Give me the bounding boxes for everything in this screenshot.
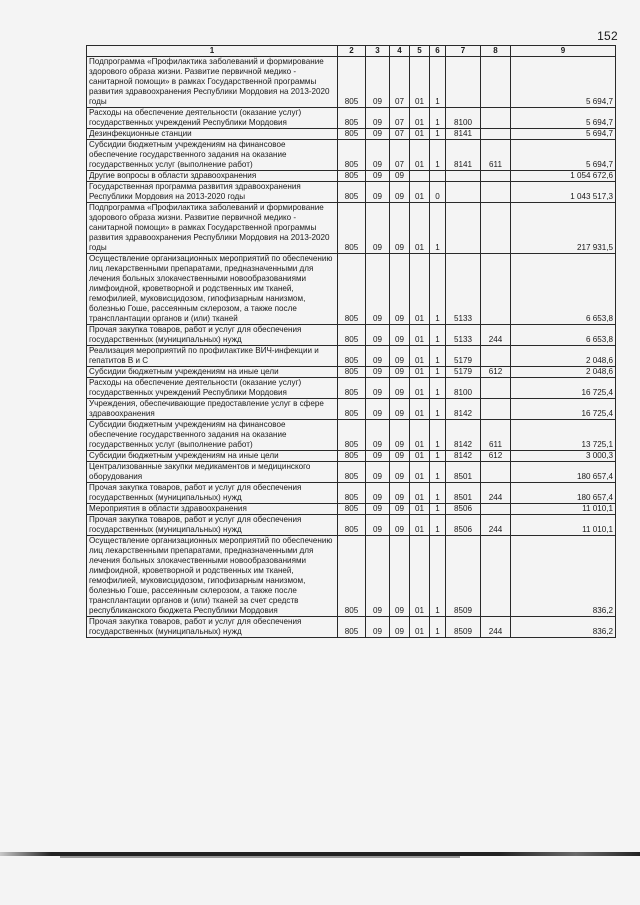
table-row [87, 617, 616, 638]
row-code-subsection: 09 [390, 483, 410, 504]
table-row [87, 203, 616, 254]
row-description: Субсидии бюджетным учреждениям на финансовое обеспечение государственного задания на оказание государственных услуг (выполнение работ) [87, 140, 338, 171]
row-description: Прочая закупка товаров, работ и услуг для обеспечения государственных (муниципальных) нужд [87, 325, 338, 346]
row-code-program: 01 [410, 420, 430, 451]
row-amount: 2 048,6 [511, 367, 616, 378]
table-row [87, 108, 616, 129]
row-description: Централизованные закупки медикаментов и медицинского оборудования [87, 462, 338, 483]
row-code-target: 8100 [446, 378, 481, 399]
row-description: Субсидии бюджетным учреждениям на иные цели [87, 451, 338, 462]
row-code-program: 01 [410, 399, 430, 420]
row-code-section: 09 [366, 504, 390, 515]
row-code-expense-type: 611 [481, 420, 511, 451]
budget-table [86, 45, 616, 638]
column-header: 4 [390, 46, 410, 57]
table-row [87, 515, 616, 536]
row-code-target: 5133 [446, 254, 481, 325]
row-code-section: 09 [366, 108, 390, 129]
row-code-section: 09 [366, 140, 390, 171]
column-header: 5 [410, 46, 430, 57]
row-code-target [446, 57, 481, 108]
row-code-section: 09 [366, 129, 390, 140]
row-code-subsection: 09 [390, 378, 410, 399]
row-code-program: 01 [410, 378, 430, 399]
row-code-expense-type [481, 57, 511, 108]
row-code-program: 01 [410, 325, 430, 346]
row-code-admin: 805 [338, 325, 366, 346]
row-amount: 180 657,4 [511, 462, 616, 483]
row-code-section: 09 [366, 399, 390, 420]
table-row [87, 129, 616, 140]
table-row [87, 536, 616, 617]
row-amount: 1 054 672,6 [511, 171, 616, 182]
row-code-admin: 805 [338, 451, 366, 462]
row-code-expense-type: 244 [481, 325, 511, 346]
row-code-section: 09 [366, 462, 390, 483]
table-row [87, 378, 616, 399]
table-row [87, 171, 616, 182]
row-code-section: 09 [366, 515, 390, 536]
row-code-admin: 805 [338, 203, 366, 254]
row-code-target: 8509 [446, 617, 481, 638]
row-code-expense-type [481, 399, 511, 420]
row-code-expense-type [481, 504, 511, 515]
row-code-expense-type [481, 182, 511, 203]
row-code-expense-type [481, 462, 511, 483]
row-code-program: 01 [410, 254, 430, 325]
row-code-target: 5133 [446, 325, 481, 346]
table-row [87, 57, 616, 108]
row-code-subprogram [430, 171, 446, 182]
row-description: Субсидии бюджетным учреждениям на иные цели [87, 367, 338, 378]
table-row [87, 254, 616, 325]
row-code-expense-type [481, 346, 511, 367]
table-row [87, 483, 616, 504]
row-code-target [446, 203, 481, 254]
row-code-section: 09 [366, 378, 390, 399]
row-code-subprogram: 1 [430, 504, 446, 515]
row-amount: 3 000,3 [511, 451, 616, 462]
row-amount: 217 931,5 [511, 203, 616, 254]
row-code-program: 01 [410, 483, 430, 504]
row-code-subprogram: 1 [430, 57, 446, 108]
column-header: 1 [87, 46, 338, 57]
row-code-expense-type [481, 378, 511, 399]
row-code-program: 01 [410, 108, 430, 129]
row-code-section: 09 [366, 254, 390, 325]
row-code-subprogram: 0 [430, 182, 446, 203]
row-code-subsection: 09 [390, 367, 410, 378]
row-code-target: 8509 [446, 536, 481, 617]
row-code-subsection: 09 [390, 451, 410, 462]
row-code-section: 09 [366, 325, 390, 346]
scan-edge-shadow [60, 856, 460, 858]
row-code-subprogram: 1 [430, 346, 446, 367]
row-amount: 836,2 [511, 536, 616, 617]
table-row [87, 399, 616, 420]
row-code-expense-type: 612 [481, 367, 511, 378]
row-code-target [446, 171, 481, 182]
row-code-program: 01 [410, 536, 430, 617]
row-code-section: 09 [366, 203, 390, 254]
row-amount: 1 043 517,3 [511, 182, 616, 203]
row-code-subprogram: 1 [430, 108, 446, 129]
row-code-admin: 805 [338, 367, 366, 378]
row-code-admin: 805 [338, 254, 366, 325]
row-amount: 5 694,7 [511, 57, 616, 108]
row-code-admin: 805 [338, 536, 366, 617]
row-code-section: 09 [366, 182, 390, 203]
row-code-target: 8506 [446, 515, 481, 536]
row-code-subprogram: 1 [430, 203, 446, 254]
row-code-program [410, 171, 430, 182]
row-description: Осуществление организационных мероприятий по обеспечению лиц лекарственными препаратами, предназначенными для лечения больных злокачественными новообразованиями лимфоидной, кроветворной и родственных им тканей, гемофилией, муковисцидозом, гипофизарным нанизмом, болезнью Гоше, рассеянным склерозом, а также после трансплантации органов и (или) тканей [87, 254, 338, 325]
row-description: Расходы на обеспечение деятельности (оказание услуг) государственных учреждений Республики Мордовия [87, 108, 338, 129]
row-code-expense-type: 612 [481, 451, 511, 462]
row-code-section: 09 [366, 171, 390, 182]
row-code-admin: 805 [338, 483, 366, 504]
table-row [87, 420, 616, 451]
row-amount: 6 653,8 [511, 254, 616, 325]
row-code-target: 5179 [446, 367, 481, 378]
row-amount: 16 725,4 [511, 399, 616, 420]
row-code-subsection: 09 [390, 325, 410, 346]
row-description: Подпрограмма «Профилактика заболеваний и формирование здорового образа жизни. Развитие первичной медико - санитарной помощи» в рамках Государственной программы развития здравоохранения Республики Мордовия на 2013-2020 годы [87, 57, 338, 108]
row-amount: 836,2 [511, 617, 616, 638]
row-code-subprogram: 1 [430, 420, 446, 451]
row-code-subprogram: 1 [430, 325, 446, 346]
row-code-subprogram: 1 [430, 536, 446, 617]
row-code-program: 01 [410, 140, 430, 171]
table-row [87, 462, 616, 483]
row-code-subsection: 09 [390, 420, 410, 451]
row-description: Реализация мероприятий по профилактике ВИЧ-инфекции и гепатитов В и С [87, 346, 338, 367]
row-code-expense-type: 611 [481, 140, 511, 171]
row-code-admin: 805 [338, 129, 366, 140]
row-code-admin: 805 [338, 617, 366, 638]
table-row [87, 504, 616, 515]
row-code-target: 8142 [446, 399, 481, 420]
row-amount: 11 010,1 [511, 504, 616, 515]
row-code-subprogram: 1 [430, 129, 446, 140]
row-code-subsection: 09 [390, 536, 410, 617]
row-amount: 180 657,4 [511, 483, 616, 504]
table-body [87, 57, 616, 638]
row-code-program: 01 [410, 182, 430, 203]
row-description: Осуществление организационных мероприятий по обеспечению лиц лекарственными препаратами, предназначенными для лечения больных злокачественными новообразованиями лимфоидной, кроветворной и родственных им тканей, гемофилией, муковисцидозом, гипофизарным нанизмом, болезнью Гоше, рассеянным склерозом, а также после трансплантации органов и (или) тканей за счет средств республиканского бюджета Республики Мордовия [87, 536, 338, 617]
row-code-subprogram: 1 [430, 451, 446, 462]
row-code-admin: 805 [338, 182, 366, 203]
row-code-admin: 805 [338, 399, 366, 420]
row-code-program: 01 [410, 451, 430, 462]
row-amount: 5 694,7 [511, 108, 616, 129]
row-description: Расходы на обеспечение деятельности (оказание услуг) государственных учреждений Республики Мордовия [87, 378, 338, 399]
row-code-section: 09 [366, 483, 390, 504]
table-row [87, 346, 616, 367]
row-code-subsection: 09 [390, 254, 410, 325]
row-code-subprogram: 1 [430, 462, 446, 483]
row-amount: 13 725,1 [511, 420, 616, 451]
row-code-subprogram: 1 [430, 140, 446, 171]
column-header: 9 [511, 46, 616, 57]
row-code-target: 8141 [446, 129, 481, 140]
row-description: Другие вопросы в области здравоохранения [87, 171, 338, 182]
row-description: Подпрограмма «Профилактика заболеваний и формирование здорового образа жизни. Развитие первичной медико - санитарной помощи» в рамках Государственной программы развития здравоохранения Республики Мордовия на 2013-2020 годы [87, 203, 338, 254]
row-code-expense-type [481, 203, 511, 254]
row-description: Субсидии бюджетным учреждениям на финансовое обеспечение государственного задания на оказание государственных услуг (выполнение работ) [87, 420, 338, 451]
column-header: 2 [338, 46, 366, 57]
row-code-subsection: 09 [390, 399, 410, 420]
row-code-subprogram: 1 [430, 378, 446, 399]
row-code-expense-type: 244 [481, 515, 511, 536]
row-code-subsection: 09 [390, 182, 410, 203]
row-code-subsection: 09 [390, 504, 410, 515]
table-row [87, 325, 616, 346]
row-code-subsection: 09 [390, 171, 410, 182]
row-description: Прочая закупка товаров, работ и услуг для обеспечения государственных (муниципальных) нужд [87, 483, 338, 504]
row-description: Дезинфекционные станции [87, 129, 338, 140]
row-code-expense-type: 244 [481, 617, 511, 638]
row-code-target: 8141 [446, 140, 481, 171]
row-code-subsection: 07 [390, 129, 410, 140]
row-code-subsection: 09 [390, 203, 410, 254]
row-code-section: 09 [366, 617, 390, 638]
row-code-admin: 805 [338, 515, 366, 536]
row-code-section: 09 [366, 420, 390, 451]
table-row [87, 182, 616, 203]
row-amount: 6 653,8 [511, 325, 616, 346]
column-header: 6 [430, 46, 446, 57]
row-code-expense-type [481, 108, 511, 129]
table-row [87, 367, 616, 378]
row-code-subsection: 07 [390, 108, 410, 129]
row-description: Учреждения, обеспечивающие предоставление услуг в сфере здравоохранения [87, 399, 338, 420]
row-code-target: 8506 [446, 504, 481, 515]
column-header: 3 [366, 46, 390, 57]
row-code-subsection: 09 [390, 346, 410, 367]
page-number: 152 [597, 29, 618, 43]
row-code-admin: 805 [338, 57, 366, 108]
row-code-target: 8501 [446, 462, 481, 483]
row-amount: 2 048,6 [511, 346, 616, 367]
row-amount: 11 010,1 [511, 515, 616, 536]
row-code-program: 01 [410, 203, 430, 254]
row-code-target: 5179 [446, 346, 481, 367]
row-code-section: 09 [366, 536, 390, 617]
row-code-target: 8142 [446, 420, 481, 451]
row-code-subprogram: 1 [430, 367, 446, 378]
row-description: Государственная программа развития здравоохранения Республики Мордовия на 2013-2020 годы [87, 182, 338, 203]
row-code-section: 09 [366, 367, 390, 378]
row-code-section: 09 [366, 346, 390, 367]
row-code-subprogram: 1 [430, 515, 446, 536]
row-code-expense-type [481, 171, 511, 182]
row-code-subsection: 09 [390, 462, 410, 483]
row-code-target: 8501 [446, 483, 481, 504]
row-code-program: 01 [410, 462, 430, 483]
row-code-subsection: 09 [390, 617, 410, 638]
row-code-admin: 805 [338, 346, 366, 367]
row-code-expense-type [481, 536, 511, 617]
row-code-program: 01 [410, 129, 430, 140]
column-header: 7 [446, 46, 481, 57]
column-header: 8 [481, 46, 511, 57]
row-code-subprogram: 1 [430, 254, 446, 325]
row-code-program: 01 [410, 346, 430, 367]
row-code-subprogram: 1 [430, 399, 446, 420]
row-code-admin: 805 [338, 462, 366, 483]
row-amount: 16 725,4 [511, 378, 616, 399]
row-description: Прочая закупка товаров, работ и услуг для обеспечения государственных (муниципальных) нужд [87, 515, 338, 536]
row-code-subprogram: 1 [430, 483, 446, 504]
row-description: Мероприятия в области здравоохранения [87, 504, 338, 515]
row-description: Прочая закупка товаров, работ и услуг для обеспечения государственных (муниципальных) нужд [87, 617, 338, 638]
table-row [87, 451, 616, 462]
row-amount: 5 694,7 [511, 129, 616, 140]
row-code-target: 8100 [446, 108, 481, 129]
row-amount: 5 694,7 [511, 140, 616, 171]
row-code-expense-type [481, 254, 511, 325]
row-code-admin: 805 [338, 504, 366, 515]
row-code-subsection: 07 [390, 57, 410, 108]
row-code-section: 09 [366, 451, 390, 462]
row-code-expense-type [481, 129, 511, 140]
row-code-expense-type: 244 [481, 483, 511, 504]
row-code-admin: 805 [338, 140, 366, 171]
row-code-subsection: 07 [390, 140, 410, 171]
row-code-subsection: 09 [390, 515, 410, 536]
header-row [87, 46, 616, 57]
row-code-admin: 805 [338, 171, 366, 182]
row-code-program: 01 [410, 617, 430, 638]
row-code-program: 01 [410, 57, 430, 108]
row-code-section: 09 [366, 57, 390, 108]
row-code-program: 01 [410, 515, 430, 536]
row-code-admin: 805 [338, 420, 366, 451]
row-code-program: 01 [410, 367, 430, 378]
table-row [87, 140, 616, 171]
row-code-program: 01 [410, 504, 430, 515]
row-code-subprogram: 1 [430, 617, 446, 638]
row-code-admin: 805 [338, 378, 366, 399]
row-code-target [446, 182, 481, 203]
row-code-target: 8142 [446, 451, 481, 462]
row-code-admin: 805 [338, 108, 366, 129]
